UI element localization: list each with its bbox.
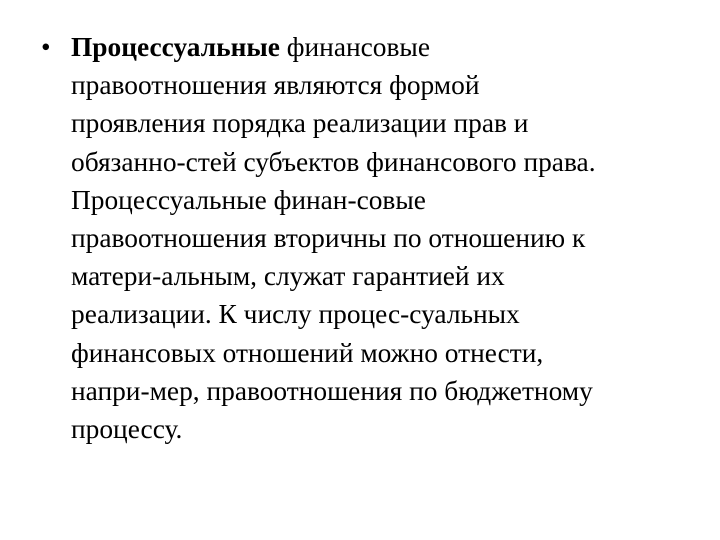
- text-line: матери-альным, служат гарантией их: [71, 261, 505, 292]
- text-line: правоотношения являются формой: [71, 70, 480, 101]
- bullet-marker: •: [41, 32, 51, 62]
- text-line: Процессуальные финан-совые: [71, 184, 426, 215]
- text-line-1-rest: финансовые: [279, 32, 430, 62]
- text-line: процессу.: [71, 414, 183, 445]
- bold-lead: Процессуальные: [71, 32, 280, 62]
- text-line: [71, 28, 701, 66]
- text-line: финансовых отношений можно отнести,: [71, 337, 544, 368]
- bullet-item: [41, 28, 701, 448]
- text-line: обязанно-стей субъектов финансового права.: [71, 146, 596, 177]
- text-line: проявления порядка реализации прав и: [71, 108, 529, 139]
- text-line: напри-мер, правоотношения по бюджетному: [71, 375, 593, 406]
- text-line: правоотношения вторичны по отношению к: [71, 223, 586, 254]
- bullet-text: [71, 28, 701, 448]
- text-line: реализации. К числу процес-суальных: [71, 299, 520, 330]
